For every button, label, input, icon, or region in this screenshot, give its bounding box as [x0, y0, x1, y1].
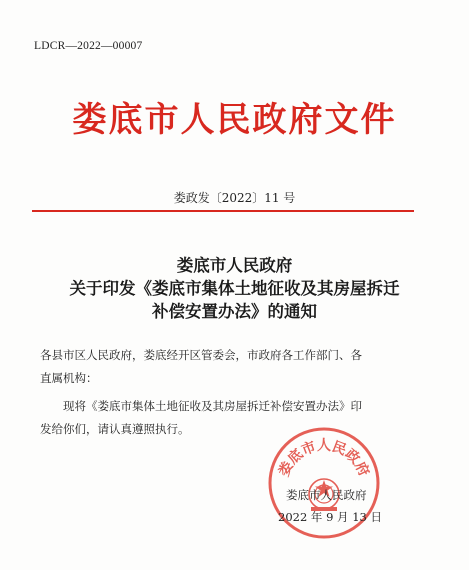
- body-line: 现将《娄底市集体土地征收及其房屋拆迁补偿安置办法》印: [63, 399, 362, 413]
- masthead-title: 娄底市人民政府文件: [72, 100, 397, 140]
- red-divider-line: [32, 210, 414, 212]
- title-line-subject-end: 补偿安置办法》的通知: [152, 302, 317, 321]
- document-code: LDCR—2022—00007: [34, 40, 143, 52]
- seal-text: 娄底市人民政府: [276, 438, 372, 480]
- addressee-line: 直属机构：: [40, 371, 98, 385]
- addressee-paragraph: [40, 344, 418, 390]
- body-line: 发给你们，请认真遵照执行。: [40, 422, 190, 436]
- issuer-signature: 娄底市人民政府: [286, 488, 367, 502]
- svg-text:娄底市人民政府: [275, 438, 373, 479]
- issue-date: 2022 年 9 月 13 日: [278, 510, 382, 524]
- title-line-subject: 关于印发《娄底市集体土地征收及其房屋拆迁: [69, 279, 400, 298]
- title-line-issuer: 娄底市人民政府: [176, 256, 293, 275]
- document-number: 娄政发〔2022〕11 号: [173, 191, 296, 205]
- notice-title: [0, 254, 469, 323]
- addressee-line: 各县市区人民政府，娄底经开区管委会，市政府各工作部门、各: [40, 348, 362, 362]
